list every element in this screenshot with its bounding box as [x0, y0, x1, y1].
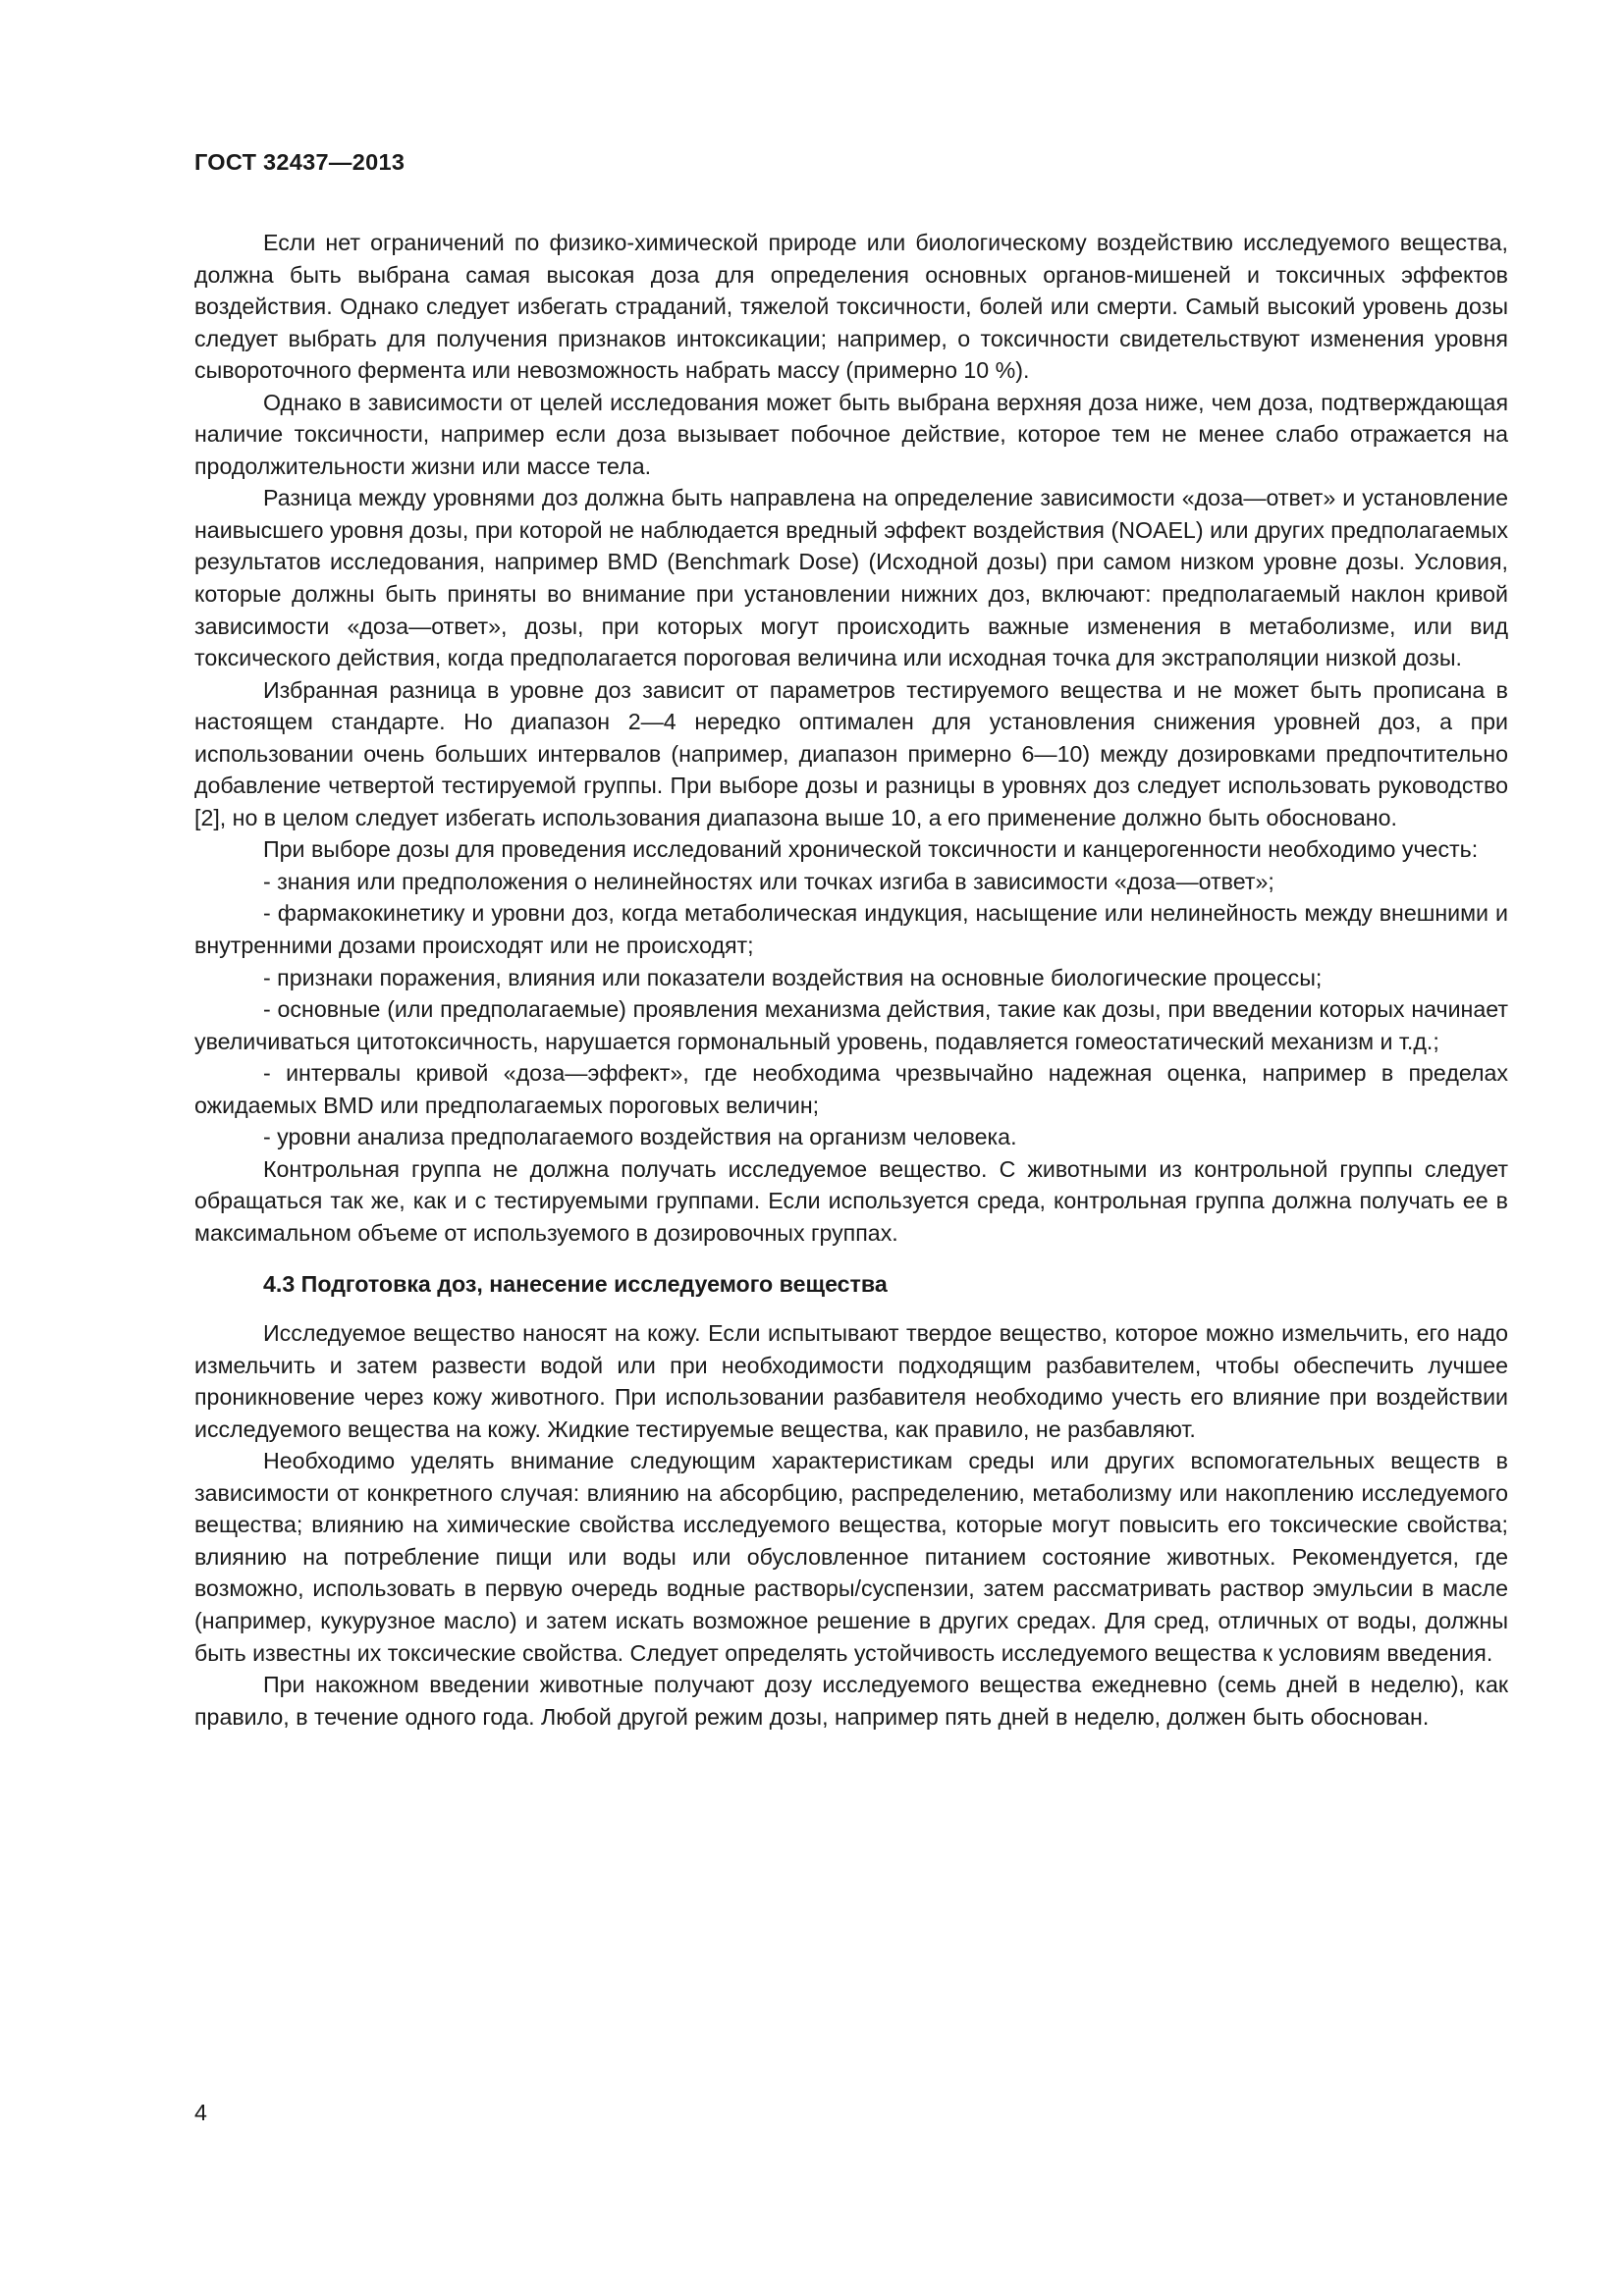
- paragraph-chronic-dose-selection: При выборе дозы для проведения исследований хронической токсичности и канцерогенности необходимо учесть:: [263, 836, 1479, 863]
- paragraph-control-group: Контрольная группа не должна получать исследуемое вещество. С животными из контрольной группы следует обращаться так же, как и с тестируемыми группами. Если используется среда, контрольная группа должна получать ее в максимальном объеме от используемого в дозировочных группах.: [194, 1155, 1508, 1246]
- list-item: - знания или предположения о нелинейностях или точках изгиба в зависимости «доза—ответ»;: [263, 868, 1274, 894]
- paragraph-application: Исследуемое вещество наносят на кожу. Если испытывают твердое вещество, которое можно измельчить, его надо измельчить и затем развести водой или при необходимости подходящим разбавителем, чтобы обеспечить лучшее проникновение через кожу животного. При использовании разбавителя необходимо учесть его влияние при воздействии исследуемого вещества на кожу. Жидкие тестируемые вещества, как правило, не разбавляют.: [194, 1320, 1508, 1442]
- list-item: - уровни анализа предполагаемого воздействия на организм человека.: [263, 1124, 1017, 1150]
- paragraph-dermal-regimen: При накожном введении животные получают дозу исследуемого вещества ежедневно (семь дней в неделю), как правило, в течение одного года. Любой другой режим дозы, например пять дней в неделю, должен быть обоснован.: [194, 1672, 1508, 1730]
- paragraph-vehicle-characteristics: Необходимо уделять внимание следующим характеристикам среды или других вспомогательных веществ в зависимости от конкретного случая: влиянию на абсорбцию, распределению, метаболизму или накоплению исследуемого вещества; влиянию на химические свойства исследуемого вещества, которые могут повысить его токсические свойства; влиянию на потребление пищи или воды или обусловленное питанием состояние животных. Рекомендуется, где возможно, использовать в первую очередь водные растворы/суспензии, затем рассматривать раствор эмульсии в масле (например, кукурузное масло) и затем искать возможное решение в других средах. Для сред, отличных от воды, должны быть известны их токсические свойства. Следует определять устойчивость исследуемого вещества к условиям введения.: [194, 1448, 1508, 1666]
- paragraph-dose-spacing: Разница между уровнями доз должна быть направлена на определение зависимости «доза—ответ» и установление наивысшего уровня дозы, при которой не наблюдается вредный эффект воздействия (NOAEL) или других предполагаемых результатов исследования, например BMD (Benchmark Dose) (Исходной дозы) при самом низком уровне дозы. Условия, которые должны быть приняты во внимание при установлении нижних доз, включают: предполагаемый наклон кривой зависимости «доза—ответ», дозы, при которых могут происходить важные изменения в метаболизме, или вид токсического действия, когда предполагается пороговая величина или исходная точка для экстраполяции низкой дозы.: [194, 485, 1508, 671]
- document-header: ГОСТ 32437—2013: [194, 149, 406, 175]
- document-body: [194, 227, 1508, 1733]
- paragraph-upper-dose: Однако в зависимости от целей исследования может быть выбрана верхняя доза ниже, чем доза, подтверждающая наличие токсичности, например если доза вызывает побочное действие, которое тем не менее слабо отражается на продолжительности жизни или массе тела.: [194, 389, 1508, 479]
- paragraph-highest-dose: Если нет ограничений по физико-химической природе или биологическому воздействию исследуемого вещества, должна быть выбрана самая высокая доза для определения основных органов-мишеней и токсичных эффектов воздействия. Однако следует избегать страданий, тяжелой токсичности, болей или смерти. Самый высокий уровень дозы следует выбрать для получения признаков интоксикации; например, о токсичности свидетельствуют изменения уровня сывороточного фермента или невозможность набрать массу (примерно 10 %).: [194, 230, 1508, 384]
- list-item: - основные (или предполагаемые) проявления механизма действия, такие как дозы, при введении которых начинает увеличиваться цитотоксичность, нарушается гормональный уровень, подавляется гомеостатический механизм и т.д.;: [194, 996, 1508, 1054]
- list-item: - признаки поражения, влияния или показатели воздействия на основные биологические процессы;: [263, 964, 1323, 990]
- page-number: 4: [194, 2100, 207, 2125]
- list-item: - интервалы кривой «доза—эффект», где необходима чрезвычайно надежная оценка, например в пределах ожидаемых BMD или предполагаемых пороговых величин;: [194, 1060, 1508, 1118]
- section-heading: 4.3 Подготовка доз, нанесение исследуемого вещества: [263, 1270, 888, 1297]
- list-item: - фармакокинетику и уровни доз, когда метаболическая индукция, насыщение или нелинейность между внешними и внутренними дозами происходят или не происходят;: [194, 900, 1508, 959]
- paragraph-dose-range: Избранная разница в уровне доз зависит от параметров тестируемого вещества и не может быть прописана в настоящем стандарте. Но диапазон 2—4 нередко оптимален для установления снижения уровней доз, а при использовании очень больших интервалов (например, диапазон примерно 6—10) между дозировками предпочтительно добавление четвертой тестируемой группы. При выборе дозы и разницы в уровнях доз следует использовать руководство [2], но в целом следует избегать использования диапазона выше 10, а его применение должно быть обосновано.: [194, 676, 1508, 830]
